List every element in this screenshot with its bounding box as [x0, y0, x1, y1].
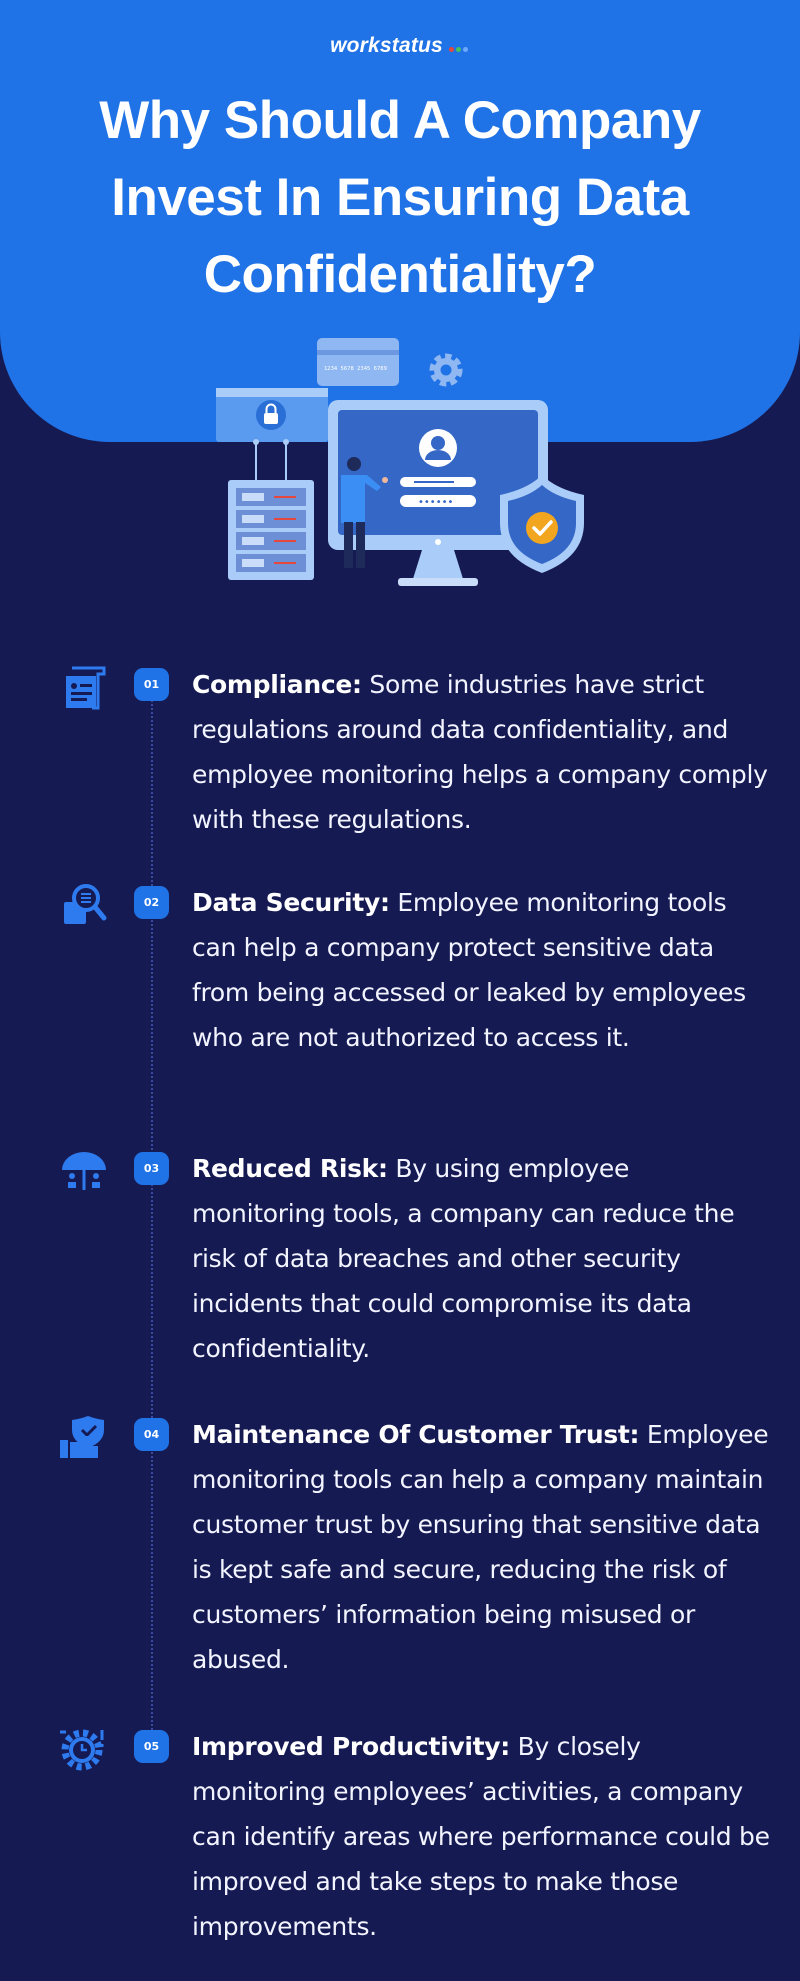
security-illustration: [200, 330, 600, 600]
password-mask: ••••••: [418, 497, 454, 508]
item-heading: Maintenance Of Customer Trust:: [192, 1420, 640, 1449]
brand-name: workstatus: [330, 34, 443, 57]
gear-icon: [433, 357, 459, 383]
item-body: Employee monitoring tools can help a company protect sensitive data from being accessed or leaked by employees who are not authorized to access it.: [192, 888, 746, 1052]
server-icon: [228, 480, 314, 580]
clock-gear-icon: [58, 1724, 110, 1776]
step-number: 02: [134, 886, 169, 919]
item-text: [192, 1146, 770, 1371]
credit-card-icon: [317, 338, 399, 386]
user-icon: [419, 429, 457, 467]
step-number: 05: [134, 1730, 169, 1763]
item-heading: Improved Productivity:: [192, 1732, 510, 1761]
page-title: Why Should A Company Invest In Ensuring Data Confidentiality?: [99, 91, 701, 304]
item-text: [192, 1724, 770, 1949]
item-heading: Reduced Risk:: [192, 1154, 388, 1183]
step-number: 04: [134, 1418, 169, 1451]
item-body: By closely monitoring employees’ activities, a company can identify areas where performance could be improved and take steps to make those improvements.: [192, 1732, 770, 1941]
magnifier-list-icon: [58, 880, 110, 932]
item-body: By using employee monitoring tools, a company can reduce the risk of data breaches and other security incidents that could compromise its data confidentiality.: [192, 1154, 735, 1363]
brand-dots-icon: [449, 34, 470, 58]
umbrella-people-icon: [58, 1146, 110, 1198]
item-heading: Compliance:: [192, 670, 362, 699]
card-number: 1234 5678 2345 6789: [324, 366, 387, 372]
item-text: [192, 662, 770, 842]
item-text: [192, 880, 770, 1060]
item-text: [192, 1412, 770, 1682]
step-number: 01: [134, 668, 169, 701]
step-number: 03: [134, 1152, 169, 1185]
item-body: Employee monitoring tools can help a company maintain customer trust by ensuring that sensitive data is kept safe and secure, reducing the risk of customers’ information being misused or abused.: [192, 1420, 769, 1674]
handshake-shield-icon: [58, 1412, 110, 1464]
document-list-icon: [58, 662, 110, 714]
brand-logo: [0, 34, 800, 58]
timeline-line: [151, 680, 153, 1750]
item-heading: Data Security:: [192, 888, 390, 917]
item-body: Some industries have strict regulations around data confidentiality, and employee monitoring helps a company comply with these regulations.: [192, 670, 768, 834]
lock-banner: [216, 388, 328, 480]
